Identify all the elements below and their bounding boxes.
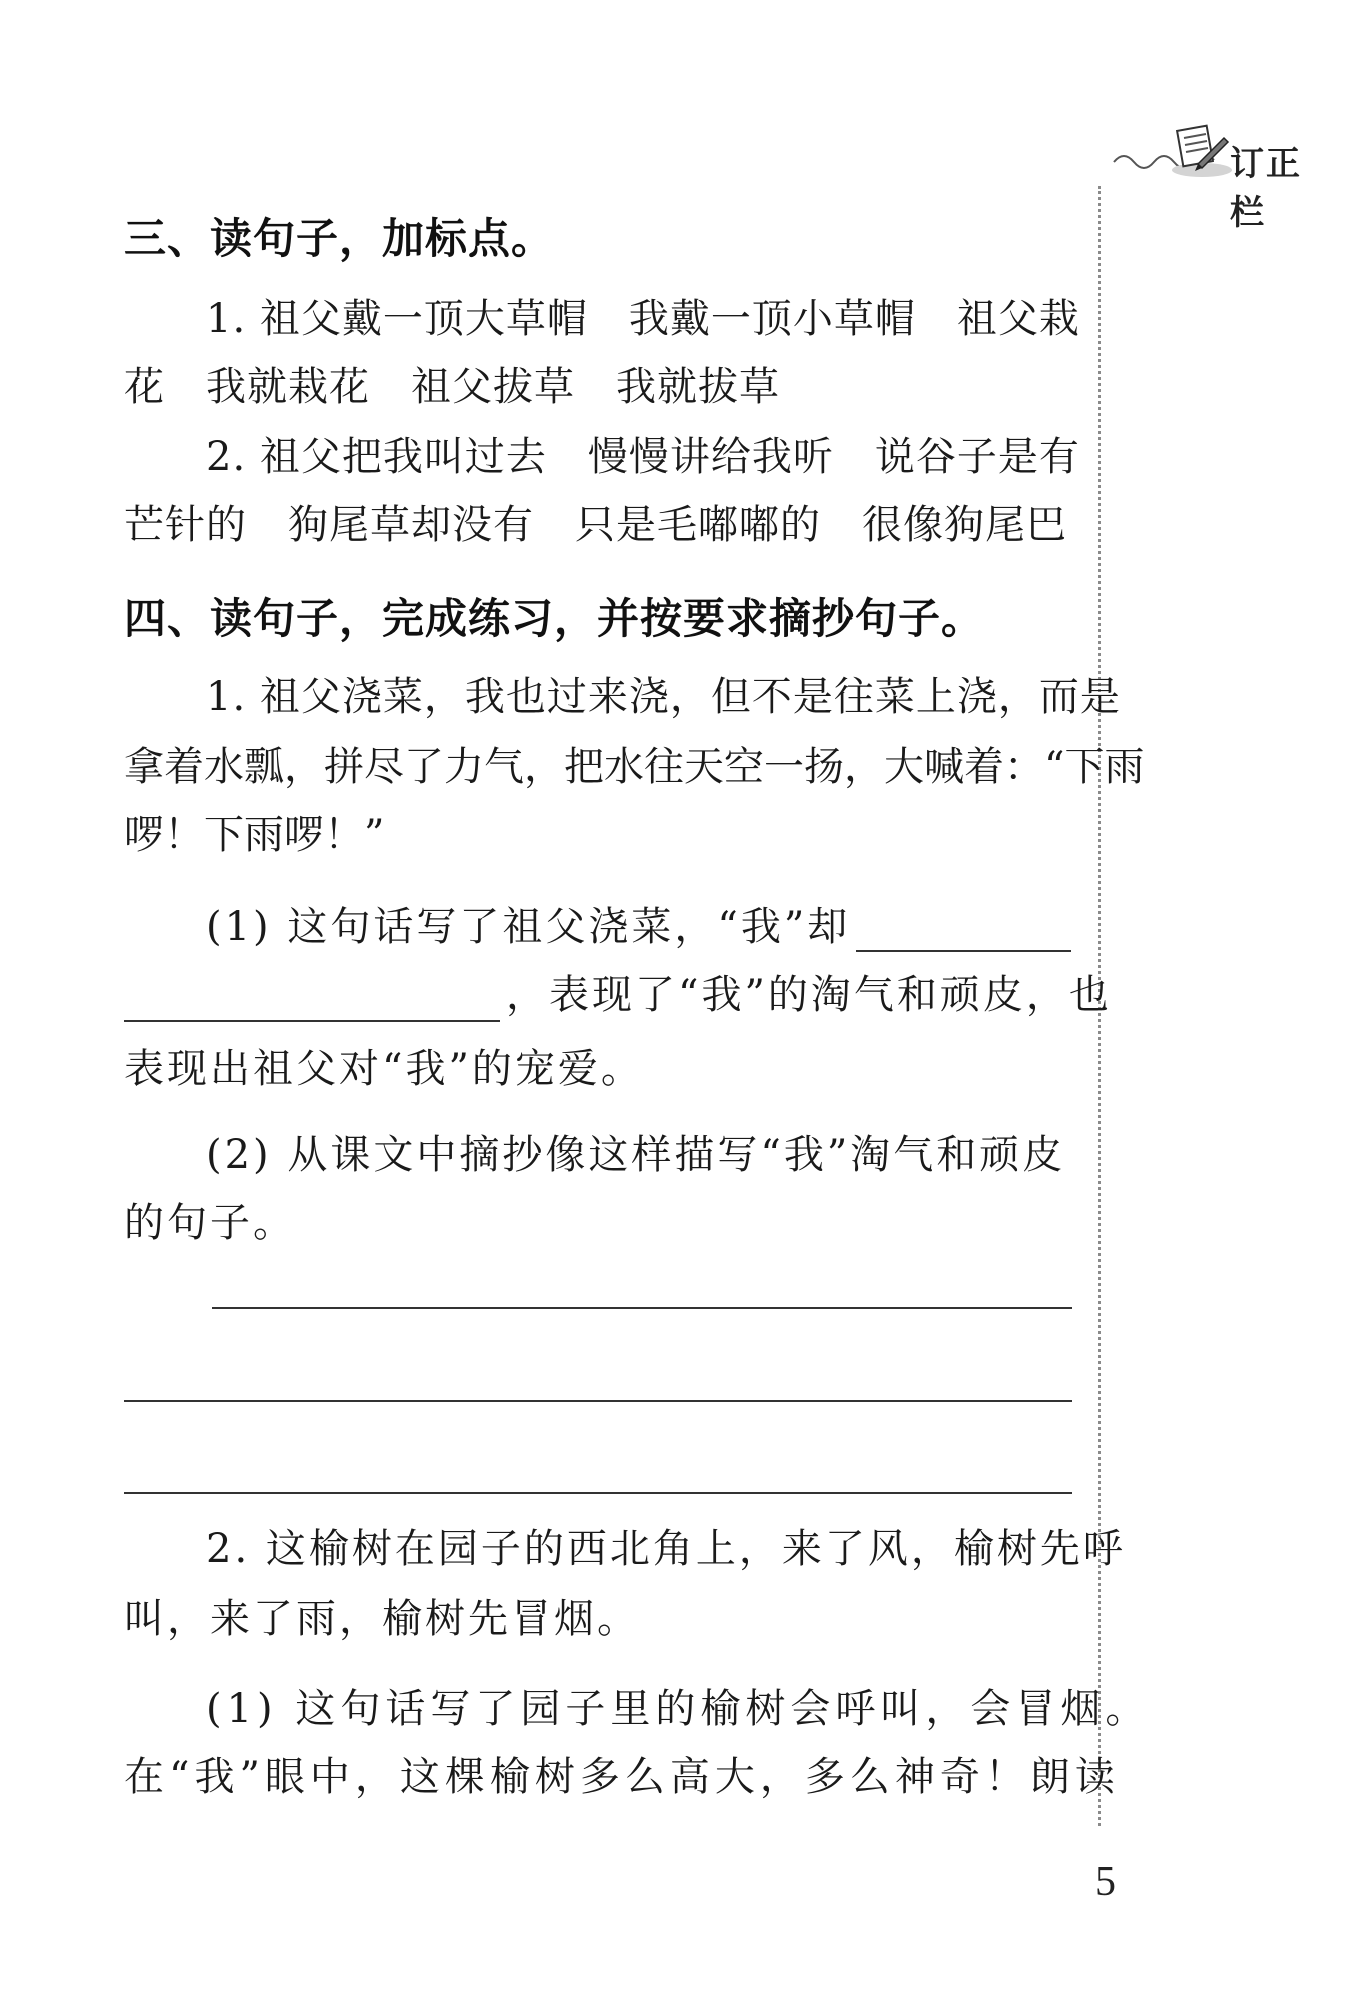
answer-line[interactable]	[124, 1400, 1072, 1402]
section-3-heading: 三、读句子，加标点。	[124, 214, 555, 263]
pencil-notebook-icon	[1164, 118, 1234, 180]
item-1-text-line: 1. 祖父浇菜，我也过来浇，但不是往菜上浇，而是	[206, 674, 1121, 720]
item-1-text-line: 啰！下雨啰！”	[124, 812, 385, 858]
section-3-line: 1. 祖父戴一顶大草帽 我戴一顶小草帽 祖父栽	[206, 296, 1080, 342]
item-2-text-line: 叫，来了雨，榆树先冒烟。	[124, 1596, 640, 1642]
section-3-line: 芒针的 狗尾草却没有 只是毛嘟嘟的 很像狗尾巴	[124, 502, 1067, 548]
answer-line[interactable]	[212, 1307, 1072, 1309]
answer-blank[interactable]	[856, 950, 1071, 952]
item-2-text-line: 2. 这榆树在园子的西北角上，来了风，榆树先呼	[206, 1526, 1126, 1572]
item-1-question-1-line: ，表现了“我”的淘气和顽皮，也	[506, 972, 1112, 1018]
answer-line[interactable]	[124, 1492, 1072, 1494]
item-2-question-1-line: 在“我”眼中，这棵榆树多么高大，多么神奇！朗读	[124, 1754, 1120, 1800]
correction-column-label: 订正栏	[1230, 144, 1302, 233]
page-number: 5	[1095, 1859, 1116, 1905]
item-1-question-2-line: (2) 从课文中摘抄像这样描写“我”淘气和顽皮	[206, 1132, 1066, 1178]
item-1-question-2-line: 的句子。	[124, 1200, 296, 1246]
item-1-question-1-line: (1) 这句话写了祖父浇菜，“我”却	[206, 904, 851, 950]
item-1-question-1-line: 表现出祖父对“我”的宠爱。	[124, 1046, 644, 1092]
section-3-line: 2. 祖父把我叫过去 慢慢讲给我听 说谷子是有	[206, 434, 1080, 480]
item-1-text-line: 拿着水瓢，拼尽了力气，把水往天空一扬，大喊着：“下雨	[124, 744, 1145, 790]
section-4-heading: 四、读句子，完成练习，并按要求摘抄句子。	[124, 594, 985, 643]
item-2-question-1-line: (1) 这句话写了园子里的榆树会呼叫，会冒烟。	[206, 1686, 1151, 1732]
answer-blank[interactable]	[124, 1020, 500, 1022]
section-3-line: 花 我就栽花 祖父拔草 我就拔草	[124, 364, 780, 410]
correction-column-header	[1112, 118, 1327, 233]
